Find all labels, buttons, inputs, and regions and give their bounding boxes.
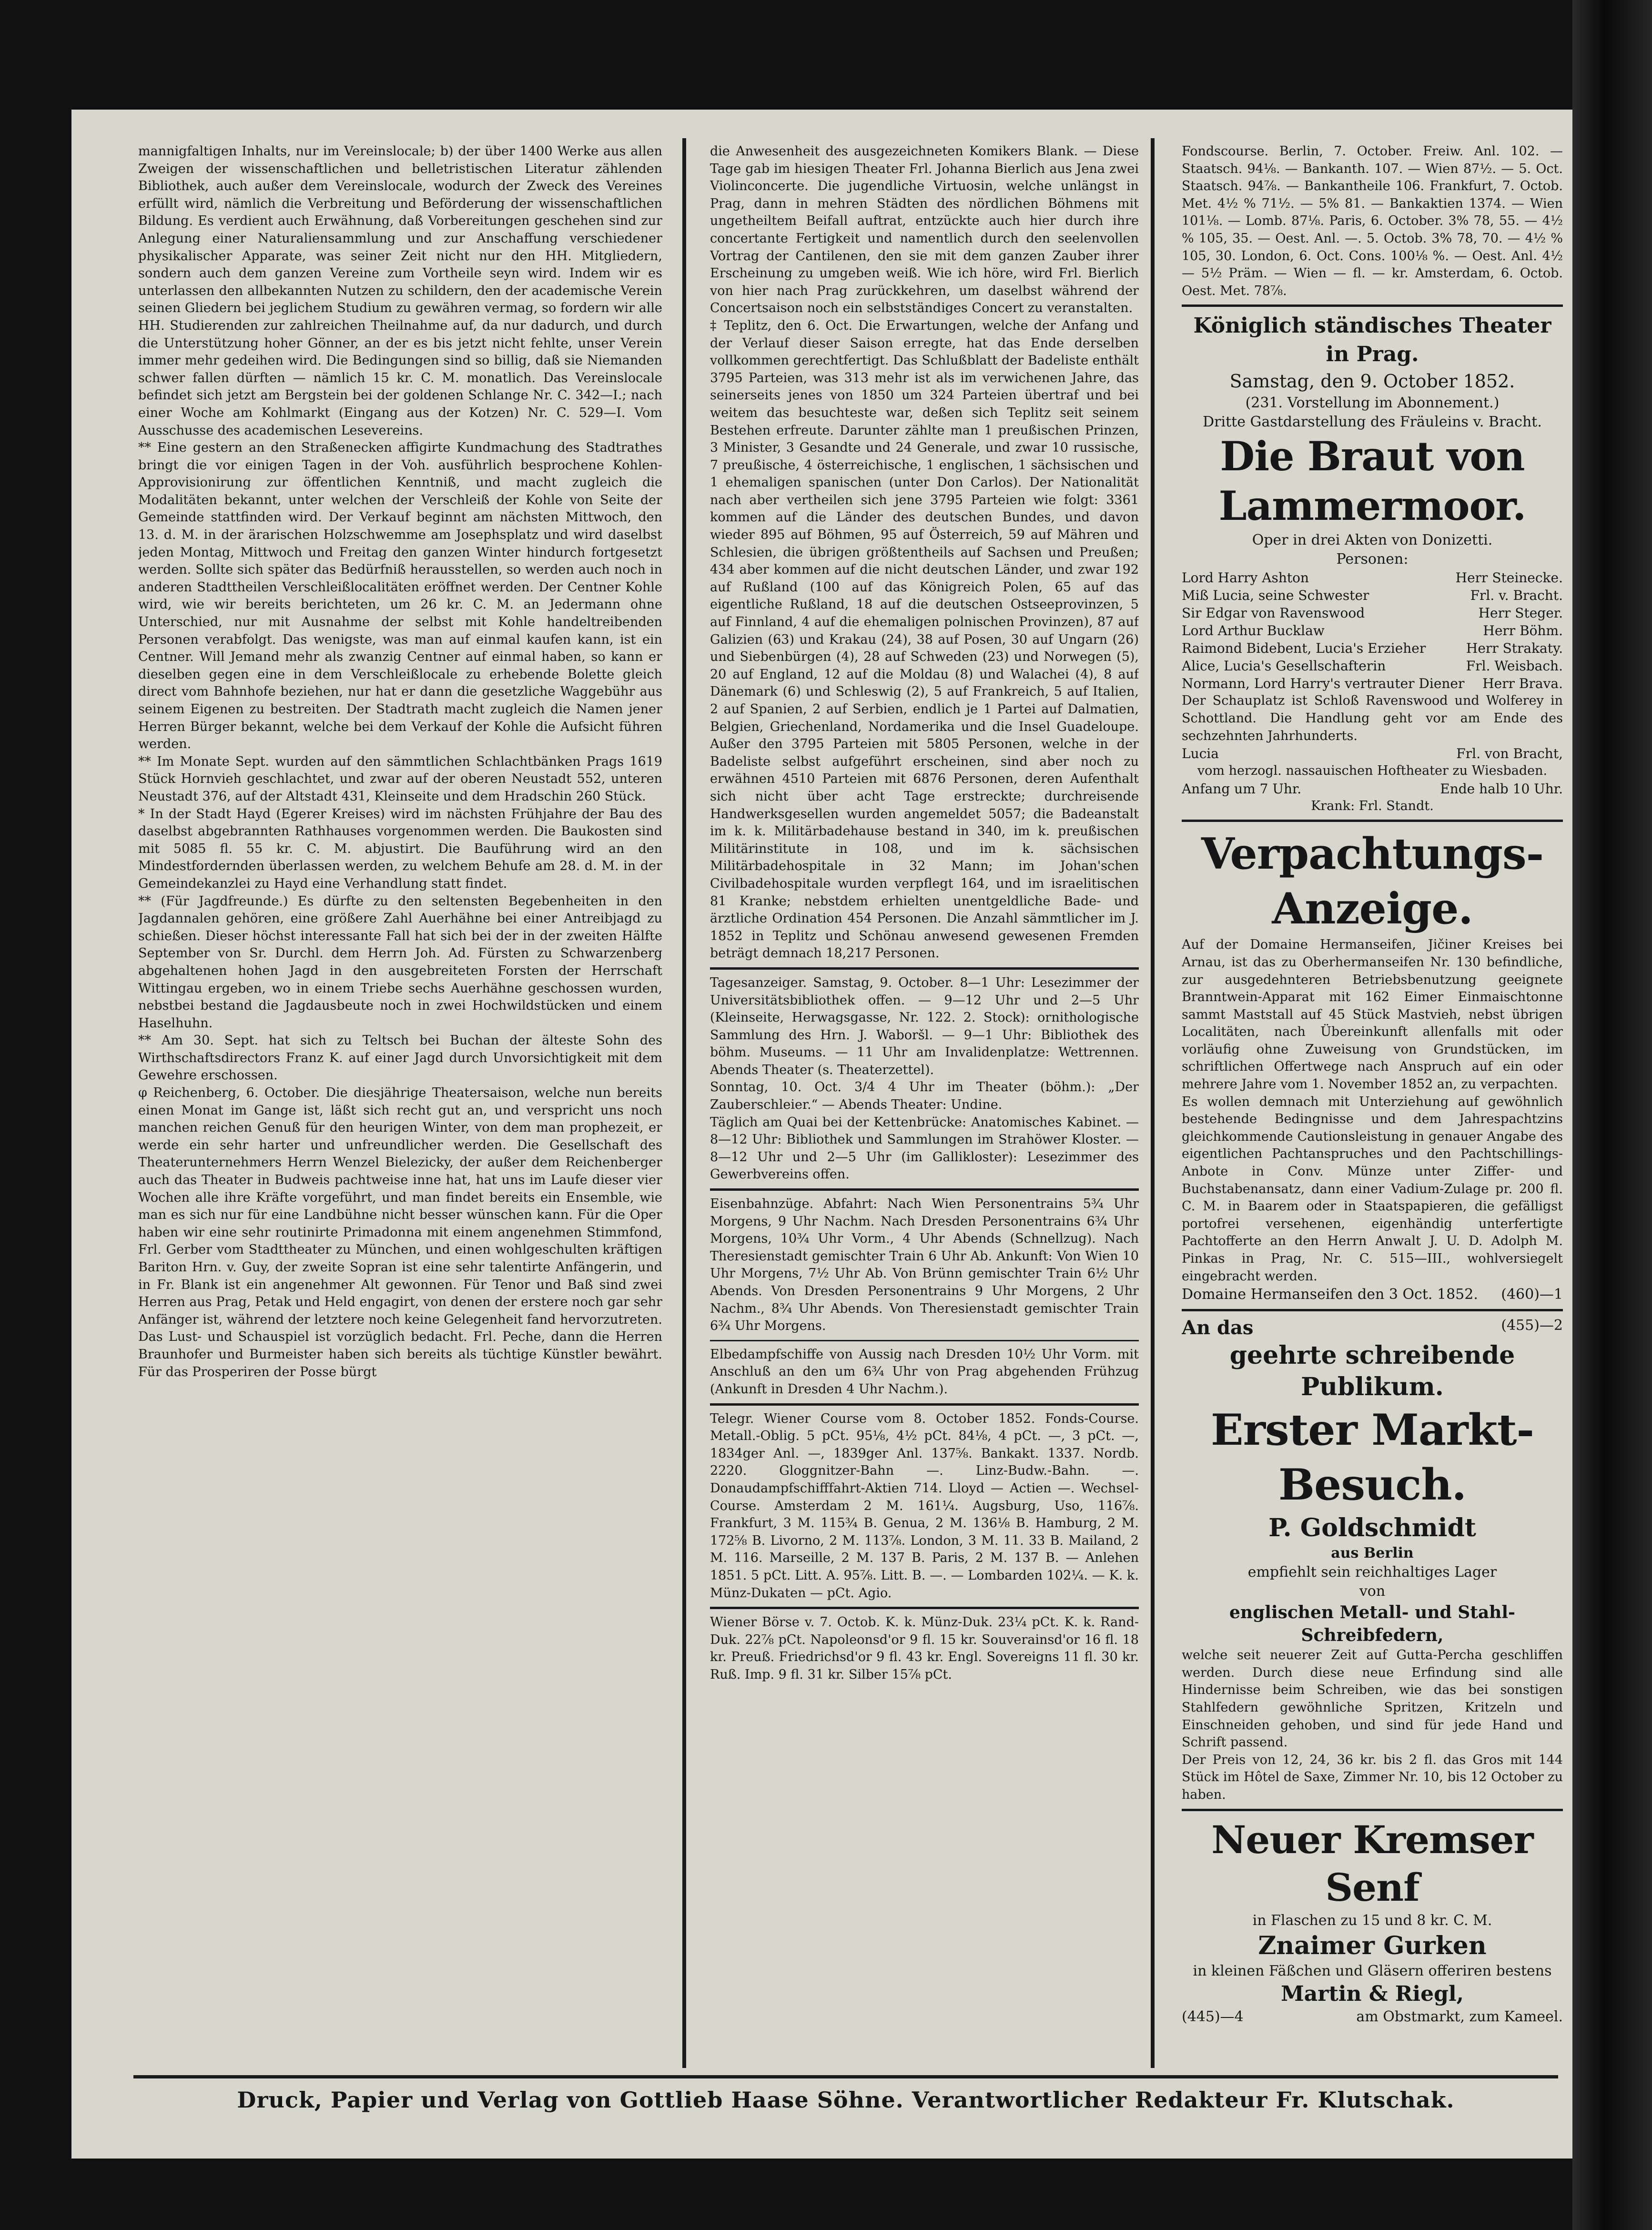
schreib-line-2: von <box>1359 1583 1386 1600</box>
pacht-body: Auf der Domaine Hermanseifen, Jičiner Kreises bei Arnau, ist das zu Oberhermanseifen Nr. 130 befindliche, zur ausgedehnteren Betriebsbenutzung geeignete Branntwein-Apparat mit 162 Eimer Einmaischtonne sammt Maststall auf 45 Stück Mastvieh, nebst übrigen Localitäten, nach Übereinkunft allenfalls mit oder vorläufig ohne Zuweisung von Grundstücken, im schriftlichen Offertwege nach Anspruch auf ein oder mehrere Jahre vom 1. November 1852 an, zu verpachten. <box>1182 937 1563 1092</box>
section-divider <box>1182 820 1563 822</box>
cast-role: Alice, Lucia's Gesellschafterin <box>1182 658 1386 674</box>
schreib-top-line <box>1182 1316 1563 1340</box>
theater-date: Samstag, den 9. October 1852. <box>1229 371 1515 392</box>
section-divider <box>1182 1309 1563 1311</box>
cast-actor: Frl. v. Bracht. <box>1470 588 1563 604</box>
section-divider <box>710 967 1139 970</box>
senf-ad <box>1182 1816 1563 2027</box>
pacht-sign-line <box>1182 1285 1563 1304</box>
cast-role: Sir Edgar von Ravenswood <box>1182 605 1365 621</box>
article-paragraph: ** (Für Jagdfreunde.) Es dürfte zu den seltensten Begebenheiten in den Jagdannalen gehören, eine größere Zahl Auerhähne bei einer Antreibjagd zu schießen. Dieser höchst interessante Fall hat sich bei der in der zweiten Hälfte September von Sr. Durchl. dem Herrn Joh. Ad. Fürsten zu Schwarzenberg abgehaltenen hohen Jagd in den ausgebreiteten Forsten der Herrschaft Wittingau ergeben, wo in einem Triebe sechs Auerhähne geschossen wurden, nebstbei bestand die Jagdausbeute noch in zwei Hochwildstücken und einem Haselhuhn. <box>138 893 662 1031</box>
cast-role: Raimond Bidebent, Lucia's Erzieher <box>1182 640 1426 657</box>
gast-note: Dritte Gastdarstellung des Fräuleins v. Bracht. <box>1203 414 1542 431</box>
schreib-line-1: empfiehlt sein reichhaltiges Lager <box>1247 1564 1497 1581</box>
tagesanzeiger: Tagesanzeiger. Samstag, 9. October. 8—1 Uhr: Lesezimmer der Universitätsbibliothek offen. — 9—12 Uhr und 2—5 Uhr (Kleinseite, Herwagsgasse, Nr. 122. 2. Stock): ornithologische Sammlung des Hrn. J. Waboršl. — 9—1 Uhr: Bibliothek des böhm. Museums. — 11 Uhr am Invalidenplatze: Wettrennen. Abends Theater (s. Theaterzettel). <box>710 975 1139 1077</box>
section-divider <box>1182 304 1563 307</box>
cast-row <box>1182 587 1563 604</box>
theater-title: Königlich ständisches Theater in Prag. <box>1193 314 1551 367</box>
article-paragraph: ** Eine gestern an den Straßenecken affigirte Kundmachung des Stadtrathes bringt die vor einigen Tagen in der Voh. ausführlich besprochene Kohlen-Approvisionirung zur öffentlichen Kenntniß, und macht zugleich die Modalitäten bekannt, unter welchen der Verschleiß der Kohle von Seite der Gemeinde stattfinden wird. Der Verkauf beginnt am nächsten Mittwoch, den 13. d. M. in der ärarischen Holzschwemme am Josephsplatz und wird daselbst jeden Montag, Mittwoch und Freitag den ganzen Winter hindurch fortgesetzt werden. Sollte sich später das Bedürfniß herausstellen, so werden auch noch in anderen Stadttheilen Verschleißlocalitäten eröffnet werden. Der Centner Kohle wird, wie wir bereits berichteten, um 26 kr. C. M. an Jedermann ohne Unterschied, nur mit Ausnahme der selbst mit Kohle handeltreibenden Personen verabfolgt. Das wenigste, was man auf einmal kaufen kann, ist ein Centner. Will Jemand mehr als zwanzig Centner auf einmal haben, so kann er dieselben gegen eine in dem Verschleißlocale zu erhebende Bolette gleich direct vom Bahnhofe beziehen, nur hat er dann die gesetzliche Waggebühr aus seinem Eigenen zu bestreiten. Der Stadtrath macht zugleich die Namen jener Herren Bürger bekannt, welche bei dem Verkauf der Kohle die Aufsicht führen werden. <box>138 440 662 752</box>
senf-line-1: in Flaschen zu 15 und 8 kr. C. M. <box>1252 1912 1492 1929</box>
cast-actor: Herr Brava. <box>1482 676 1563 692</box>
cast-row <box>1182 675 1563 692</box>
verpachtungs-anzeige <box>1182 827 1563 1304</box>
cast-row <box>1182 657 1563 675</box>
lucia-note: vom herzogl. nassauischen Hoftheater zu Wiesbaden. <box>1197 763 1548 779</box>
cast-row <box>1182 639 1563 657</box>
schreib-firm: P. Goldschmidt <box>1268 1513 1476 1543</box>
pacht-title: Verpachtungs-Anzeige. <box>1201 829 1544 934</box>
lucia-actor: Frl. von Bracht, <box>1456 746 1563 762</box>
schreib-price: Der Preis von 12, 24, 36 kr. bis 2 fl. das Gros mit 144 Stück im Hôtel de Saxe, Zimmer Nr. 10, bis 12 October zu haben. <box>1182 1752 1563 1802</box>
cast-actor: Herr Strakaty. <box>1466 640 1563 657</box>
column-middle <box>710 143 1139 2049</box>
cast-actor: Herr Böhm. <box>1483 623 1563 639</box>
lucia-role: Lucia <box>1182 746 1219 762</box>
cast-actor: Herr Steinecke. <box>1455 570 1563 586</box>
schreib-body: welche seit neuerer Zeit auf Gutta-Percha geschliffen werden. Durch diese neue Erfindung sind alle Hindernisse beim Schreiben, wie das bei sonstigen Stahlfedern gewöhnliche Spritzen, Kritzeln und Einschneiden gehoben, und sind für jede Hand und Schrift passend. <box>1182 1648 1563 1750</box>
section-divider <box>710 1607 1139 1609</box>
opera-title: Die Braut von Lammermoor. <box>1218 433 1526 530</box>
taeglich-notice: Täglich am Quai bei der Kettenbrücke: Anatomisches Kabinet. — 8—12 Uhr: Bibliothek und Sammlungen im Strahöwer Kloster. — 8—12 Uhr und 2—5 Uhr (im Gallikloster): Lesezimmer des Gewerbvereins offen. <box>710 1115 1139 1182</box>
schreib-an-das: An das <box>1182 1317 1254 1339</box>
article-paragraph: ‡ Teplitz, den 6. Oct. Die Erwartungen, welche der Anfang und der Verlauf dieser Saison erregte, hat das Ende derselben vollkommen gerechtfertigt. Das Schlußblatt der Badeliste enthält 3795 Parteien, was 313 mehr ist als im verwichenen Jahre, das seinerseits jenes von 1850 um 324 Parteien übertraf und bei weitem das besuchteste war, deßen sich Teplitz seit seinem Bestehen erfreute. Darunter zählte man 1 preußischen Prinzen, 3 Minister, 3 Gesandte und 24 Generale, und zwar 10 russische, 7 preußische, 4 österreichische, 1 englischen, 1 sächsischen und 1 ehemaligen spanischen (unter Don Carlos). Der Nationalität nach aber vertheilen sich jene 3795 Parteien wie folgt: 3361 kommen auf die Länder des deutschen Bundes, und davon wieder 895 auf Böhmen, 95 auf Österreich, 59 auf Mähren und Schlesien, die übrigen größtentheils auf Sachsen und Preußen; 434 aber kommen auf die nicht deutschen Länder, und zwar 192 auf Rußland (100 auf das Königreich Polen, 65 auf das eigentliche Rußland, 18 auf die deutschen Ostseeprovinzen, 5 auf Finnland, 4 auf die ehemaligen polnischen Provinzen), 87 auf Galizien (63) und Krakau (24), 38 auf Posen, 30 auf Ungarn (26) und Siebenbürgen (4), 28 auf Schweden (23) und Norwegen (5), 20 auf England, 12 auf die Moldau (8) und Walachei (4), 8 auf Dänemark (6) und Schleswig (2), 5 auf Frankreich, 5 auf Italien, 2 auf Spanien, 2 auf Serbien, endlich je 1 Partei auf Dalmatien, Belgien, Griechenland, Nordamerika und die Insel Guadeloupe. Außer den 3795 Parteien mit 5805 Personen, welche in der Badeliste selbst aufgeführt erscheinen, sind aber noch zu erwähnen 4510 Parteien mit 6876 Personen, deren Aufenthalt sich nicht über acht Tage erstreckte; durchreisende Handwerksgesellen wurden angemeldet 5057; die Badeanstalt im k. k. Militärbadehause bestand in 340, im k. preußischen Militärinstitute in 108, und im k. sächsischen Militärbadehospitale in 32 Mann; im Johan'schen Civilbadehospitale wurden verpflegt 164, und im israelitischen 81 Kranke; nebstdem erhielten unentgeldliche Bade- und ärztliche Ordination 454 Personen. Die Anzahl sämmtlicher im J. 1852 in Teplitz und Schönau anwesend gewesenen Fremden beträgt demnach 18,217 Personen. <box>710 318 1139 961</box>
personen-heading: Personen: <box>1336 551 1409 568</box>
abonnement-note: (231. Vorstellung im Abonnement.) <box>1245 395 1500 412</box>
senf-line-2: Znaimer Gurken <box>1258 1931 1487 1960</box>
cast-row <box>1182 569 1563 587</box>
ende: Ende halb 10 Uhr. <box>1440 780 1563 797</box>
section-divider <box>710 1188 1139 1191</box>
page-edge-shadow <box>1572 0 1652 2230</box>
senf-line-5: am Obstmarkt, zum Kameel. <box>1356 2008 1563 2025</box>
schreib-number: (455)—2 <box>1501 1317 1563 1334</box>
wiener-course: Telegr. Wiener Course vom 8. October 1852. Fonds-Course. Metall.-Oblig. 5 pCt. 95⅛, 4½ pCt. 84⅛, 4 pCt. —, 3 pCt. —, 1834ger Anl. —, 1839ger Anl. 137⅝. Bankakt. 1337. Nordb. 2220. Gloggnitzer-Bahn —. Linz-Budw.-Bahn. —. Donaudampfschifffahrt-Aktien 714. Lloyd — Actien —. Wechsel-Course. Amsterdam 2 M. 161¼. Augsburg, Uso, 116⅞. Frankfurt, 3 M. 115¾ B. Genua, 2 M. 136⅛ B. Hamburg, 2 M. 172⅝ B. Livorno, 2 M. 113⅞. London, 3 M. 11. 33 B. Mailand, 2 M. 116. Marseille, 2 M. 137 B. Paris, 2 M. 137 B. — Anlehen 1851. 5 pCt. Litt. A. 95⅞. Litt. B. —. — Lombarden 102¼. — K. k. Münz-Dukaten — pCt. Agio. <box>710 1411 1139 1601</box>
pacht-sign: Domaine Hermanseifen den 3 Oct. 1852. <box>1182 1286 1478 1303</box>
section-divider <box>710 1340 1139 1341</box>
schreibfedern-ad <box>1182 1316 1563 1804</box>
cast-actor: Frl. Weisbach. <box>1466 658 1563 674</box>
schauplatz-note: Der Schauplatz ist Schloß Ravenswood und Wolferey in Schottland. Die Handlung geht vor am Ende des sechzehnten Jahrhunderts. <box>1182 693 1563 743</box>
section-divider <box>710 1403 1139 1406</box>
cast-list <box>1182 569 1563 692</box>
cast-role: Miß Lucia, seine Schwester <box>1182 588 1369 604</box>
anfang: Anfang um 7 Uhr. <box>1182 780 1302 797</box>
cast-row <box>1182 622 1563 639</box>
column-rule <box>1151 138 1155 2068</box>
cast-role: Lord Harry Ashton <box>1182 570 1309 586</box>
time-line <box>1182 780 1563 798</box>
cast-role: Normann, Lord Harry's vertrauter Diener <box>1182 676 1465 692</box>
senf-line-3: in kleinen Fäßchen und Gläsern offeriren bestens <box>1193 1962 1552 1979</box>
cast-row <box>1182 604 1563 622</box>
senf-line-4: Martin & Riegl, <box>1281 1981 1464 2006</box>
column-left <box>138 143 662 2049</box>
column-rule <box>682 138 686 2068</box>
newspaper-page <box>71 110 1572 2159</box>
schreib-line-3: englischen Metall- und Stahl-Schreibfedern, <box>1229 1602 1515 1646</box>
opera-subtitle: Oper in drei Akten von Donizetti. <box>1252 532 1493 549</box>
schreib-publikum: geehrte schreibende Publikum. <box>1229 1341 1515 1402</box>
elbedampf-schedule: Elbedampfschiffe von Aussig nach Dresden 10½ Uhr Vorm. mit Anschluß an den um 6¾ Uhr von Prag abgehenden Frühzug (Ankunft in Dresden 4 Uhr Nachm.). <box>710 1347 1139 1397</box>
cast-role: Lord Arthur Bucklaw <box>1182 623 1325 639</box>
section-divider <box>1182 1809 1563 1811</box>
senf-title: Neuer Kremser Senf <box>1211 1817 1533 1910</box>
senf-bottom-line <box>1182 2007 1563 2027</box>
schreib-title: Erster Markt-Besuch. <box>1211 1405 1534 1510</box>
fondscourse: Fondscourse. Berlin, 7. October. Freiw. Anl. 102. — Staatsch. 94⅛. — Bankanth. 107. — Wien 87½. — 5. Oct. Staatsch. 94⅞. — Bankantheile 106. Frankfurt, 7. Octob. Met. 4½ % 71½. — 5% 81. — Bankaktien 1374. — Wien 101⅛. — Lomb. 87⅛. Paris, 6. October. 3% 78, 55. — 4½ % 105, 35. — Oest. Anl. —. 5. Octob. 3% 78, 70. — 4½ % 105, 30. London, 6. Oct. Cons. 100⅛ %. — Oest. Anl. 4½ — 5½ Präm. — Wien — fl. — kr. Amsterdam, 6. Octob. Oest. Met. 78⅞. <box>1182 144 1563 298</box>
pacht-number: (460)—1 <box>1501 1286 1563 1303</box>
pacht-body-2: Es wollen demnach mit Unterziehung auf gewöhnlich bestehende Bedingnisse und dem Jahrespachtzins gleichkommende Cautionsleistung in genauer Angabe des eigentlichen Pachtanspruches und den Pachtschillings-Anbote in Conv. Münze unter Ziffer- und Buchstabenansatz, dann einer Vadium-Zulage pr. 200 fl. C. M. in Baarem oder in Staatspapieren, die gefälligst portofrei versehenen, eigenhändig unterfertigte Pachtofferte an den Herrn Anwalt J. U. D. Adolph M. Pinkas in Prag, Nr. C. 515—III., wohlversiegelt eingebracht werden. <box>1182 1094 1563 1284</box>
article-paragraph: * In der Stadt Hayd (Egerer Kreises) wird im nächsten Frühjahre der Bau des daselbst abgebrannten Rathhauses vorgenommen werden. Die Baukosten sind mit 5085 fl. 55 kr. C. M. abjustirt. Die Bauführung wird an den Mindestfordernden überlassen werden, zu welchem Behufe am 28. d. M. in der Gemeindekanzlei zu Hayd eine Verhandlung statt findet. <box>138 806 662 891</box>
lucia-line <box>1182 745 1563 762</box>
column-right <box>1182 143 1563 2073</box>
article-paragraph: ** Im Monate Sept. wurden auf den sämmtlichen Schlachtbänken Prags 1619 Stück Hornvieh geschlachtet, und zwar auf der oberen Neustadt 552, unteren Neustadt 376, auf der Altstadt 431, Kleinseite und dem Hradschin 260 Stück. <box>138 754 662 804</box>
cast-actor: Herr Steger. <box>1478 605 1563 621</box>
article-paragraph: ** Am 30. Sept. hat sich zu Teltsch bei Buchan der älteste Sohn des Wirthschaftsdirectors Franz K. auf einer Jagd durch Unvorsichtigkeit mit dem Gewehre erschossen. <box>138 1033 662 1083</box>
theater-announcement <box>1182 312 1563 815</box>
sonntag-notice: Sonntag, 10. Oct. 3/4 4 Uhr im Theater (böhm.): „Der Zauberschleier.“ — Abends Theater: Undine. <box>710 1080 1139 1113</box>
krank-note: Krank: Frl. Standt. <box>1311 798 1434 813</box>
article-paragraph: φ Reichenberg, 6. October. Die diesjährige Theatersaison, welche nun bereits einen Monat im Gange ist, läßt sich recht gut an, und verspricht uns noch manchen reichen Genuß für den heurigen Winter, von dem man prophezeit, er werde ein sehr harter und unfreundlicher werden. Die Gesellschaft des Theaterunternehmers Herrn Wenzel Bielezicky, der außer dem Reichenberger auch das Theater in Budweis pachtweise inne hat, hat uns im Laufe dieser vier Wochen alle ihre Kräfte vorgeführt, und man findet bereits ein Ensemble, wie man es sich nur für eine Landbühne nicht besser wünschen kann. Für die Oper haben wir eine sehr routinirte Primadonna mit einem angenehmen Stimmfond, Frl. Gerber vom Stadttheater zu München, und einen wohlgeschulten kräftigen Bariton Hrn. v. Guy, der zweite Sopran ist eine sehr talentirte Anfängerin, und in Fr. Blank ist ein angenehmer Alt gewonnen. Für Tenor und Baß sind zwei Herren aus Prag, Petak und Held engagirt, von denen der erstere noch gar sehr Anfänger ist, während der letztere noch keine Gelegenheit fand hervorzutreten. Das Lust- und Schauspiel ist vorzüglich bedacht. Frl. Peche, dann die Herren Braunhofer und Burmeister haben sich bereits als tüchtige Künstler bewährt. Für das Prosperiren der Posse bürgt <box>138 1085 662 1379</box>
article-paragraph: mannigfaltigen Inhalts, nur im Vereinslocale; b) der über 1400 Werke aus allen Zweigen der wissenschaftlichen und belletristischen Literatur zählenden Bibliothek, auch außer dem Vereinslocale, wodurch der Zweck des Vereines erfüllt wird, nämlich die Verbreitung und Beförderung der wissenschaftlichen Bildung. Es verdient auch Erwähnung, daß Vorbereitungen geschehen sind zur Anlegung einer Naturaliensammlung und zur Anschaffung verschiedener physikalischer Apparate, was seiner Zeit nicht nur den HH. Mitgliedern, sondern auch dem ganzen Vereine zum Vortheile seyn wird. Indem wir es unterlassen den allbekannten Nutzen zu schildern, den der academische Verein seinen Gliedern bei jeglichem Studium zu gewähren vermag, so fordern wir alle HH. Studierenden zur zahlreichen Theilnahme auf, da nur dadurch, und durch die Unterstützung hoher Gönner, an der es bis jetzt nicht fehlte, unser Verein immer mehr gedeihen wird. Die Bedingungen sind so billig, daß sie Niemanden schwer fallen dürften — nämlich 15 kr. C. M. monatlich. Das Vereinslocale befindet sich jetzt am Bergstein bei der goldenen Schlange Nr. C. 342—I.; nach einer Woche am Kohlmarkt (Eingang aus der Kotzen) Nr. C. 529—I. Vom Ausschusse des academischen Lesevereins. <box>138 144 662 438</box>
imprint-footer: Druck, Papier und Verlag von Gottlieb Haase Söhne. Verantwortlicher Redakteur Fr. Klutschak. <box>133 2075 1558 2121</box>
wiener-boerse: Wiener Börse v. 7. Octob. K. k. Münz-Duk. 23¼ pCt. K. k. Rand-Duk. 22⅞ pCt. Napoleonsd'or 9 fl. 15 kr. Souverainsd'or 16 fl. 18 kr. Preuß. Friedrichsd'or 9 fl. 43 kr. Engl. Sovereigns 11 fl. 30 kr. Ruß. Imp. 9 fl. 31 kr. Silber 15⅞ pCt. <box>710 1615 1139 1682</box>
eisenbahn-schedule: Eisenbahnzüge. Abfahrt: Nach Wien Personentrains 5¾ Uhr Morgens, 9 Uhr Nachm. Nach Dresden Personentrains 6¾ Uhr Morgens, 10¾ Uhr Vorm., 4 Uhr Abends (Schnellzug). Nach Theresienstadt gemischter Train 6 Uhr Ab. Ankunft: Von Wien 10 Uhr Morgens, 7½ Uhr Ab. Von Brünn gemischter Train 6½ Uhr Abends. Von Dresden Personentrains 9 Uhr Morgens, 2 Uhr Nachm., 8¾ Uhr Abends. Von Theresienstadt gemischter Train 6¾ Uhr Morgens. <box>710 1196 1139 1334</box>
senf-number: (445)—4 <box>1182 2008 1244 2025</box>
schreib-city: aus Berlin <box>1331 1545 1414 1562</box>
article-paragraph: die Anwesenheit des ausgezeichneten Komikers Blank. — Diese Tage gab im hiesigen Theater Frl. Johanna Bierlich aus Jena zwei Violinconcerte. Die jugendliche Virtuosin, welche unlängst in Prag, dann in mehren Städten des nördlichen Böhmens mit ungetheiltem Beifall auftrat, entzückte auch hier durch ihre concertante Fertigkeit und namentlich durch den seelenvollen Vortrag der Cantilenen, den sie mit dem ganzen Zauber ihrer Erscheinung zu umgeben weiß. Wie ich höre, wird Frl. Bierlich von hier nach Prag zurückkehren, um daselbst während der Concertsaison noch ein selbstständiges Concert zu veranstalten. <box>710 144 1139 316</box>
